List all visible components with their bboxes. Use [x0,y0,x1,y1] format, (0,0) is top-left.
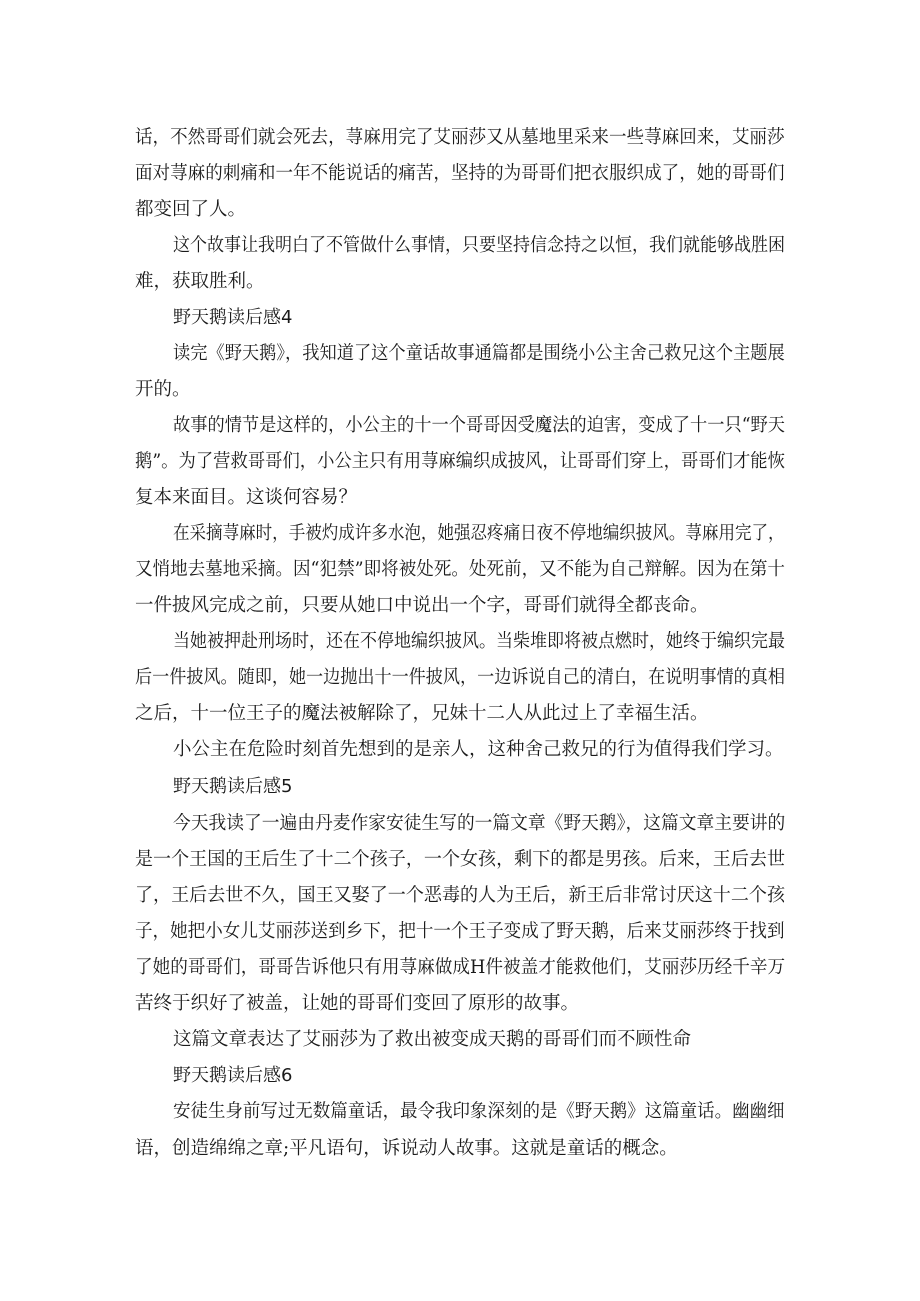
text-line: 在采摘荨麻时，手被灼成许多水泡，她强忍疼痛日夜不停地编织披风。荨麻用完了， [173,523,785,544]
text-line: 是一个王国的王后生了十二个孩子，一个女孩，剩下的都是男孩。后来，王后去世 [135,849,786,870]
text-line: 后一件披风。随即，她一边抛出十一件披风，一边诉说自己的清白，在说明事情的真相 [135,667,786,688]
text-line: 小公主在危险时刻首先想到的是亲人，这种舍己救兄的行为值得我们学习。 [173,739,784,760]
text-line: 故事的情节是这样的，小公主的十一个哥哥因受魔法的迫害，变成了十一只“野天 [173,415,785,436]
text-line: 读完《野天鹅》，我知道了这个童话故事通篇都是围绕小公主舍己救兄这个主题展 [173,343,785,364]
text-line: 苦终于织好了被盖，让她的哥哥们变回了原形的故事。 [135,993,580,1014]
text-line: 复本来面目。这谈何容易？ [135,487,358,508]
text-line: 这个故事让我明白了不管做什么事情，只要坚持信念持之以恒，我们就能够战胜困 [173,235,786,256]
text-line: 一件披风完成之前，只要从她口中说出一个字，哥哥们就得全都丧命。 [135,595,709,616]
text-line: 子，她把小女儿艾丽莎送到乡下，把十一个王子变成了野天鹅，后来艾丽莎终于找到 [135,921,785,942]
text-line: 当她被押赴刑场时，还在不停地编织披风。当柴堆即将被点燃时，她终于编织完最 [173,631,786,652]
text-line: 语，创造绵绵之章;平凡语句，诉说动人故事。这就是童话的概念。 [135,1138,678,1159]
text-line: 了，王后去世不久，国王又娶了一个恶毒的人为王后，新王后非常讨厌这十二个孩 [135,885,786,906]
text-line: 话，不然哥哥们就会死去，荨麻用完了艾丽莎又从墓地里采来一些荨麻回来，艾丽莎 [135,127,785,148]
section-heading: 野天鹅读后感4 [173,307,293,328]
text-line: 面对荨麻的刺痛和一年不能说话的痛苦，坚持的为哥哥们把衣服织成了，她的哥哥们 [135,163,785,184]
text-line: 难，获取胜利。 [135,271,265,292]
text-line: 又悄地去墓地采摘。因“犯禁”即将被处死。处死前，又不能为自己辩解。因为在第十 [135,559,785,580]
text-line: 之后，十一位王子的魔法被解除了，兄妹十二人从此过上了幸福生活。 [135,703,709,724]
text-line: 了她的哥哥们，哥哥告诉他只有用荨麻做成H件被盖才能救他们，艾丽莎历经千辛万 [135,957,786,978]
text-line: 这篇文章表达了艾丽莎为了救出被变成天鹅的哥哥们而不顾性命 [173,1029,692,1050]
section-heading: 野天鹅读后感5 [173,776,293,797]
text-line: 鹅”。为了营救哥哥们，小公主只有用荨麻编织成披风，让哥哥们穿上，哥哥们才能恢 [135,451,785,472]
text-line: 都变回了人。 [135,199,247,220]
text-line: 安徒生身前写过无数篇童话，最令我印象深刻的是《野天鹅》这篇童话。幽幽细 [173,1101,785,1122]
text-line: 今天我读了一遍由丹麦作家安徒生写的一篇文章《野天鹅》，这篇文章主要讲的 [173,813,786,834]
text-line: 开的。 [135,379,191,400]
section-heading: 野天鹅读后感6 [173,1065,293,1086]
